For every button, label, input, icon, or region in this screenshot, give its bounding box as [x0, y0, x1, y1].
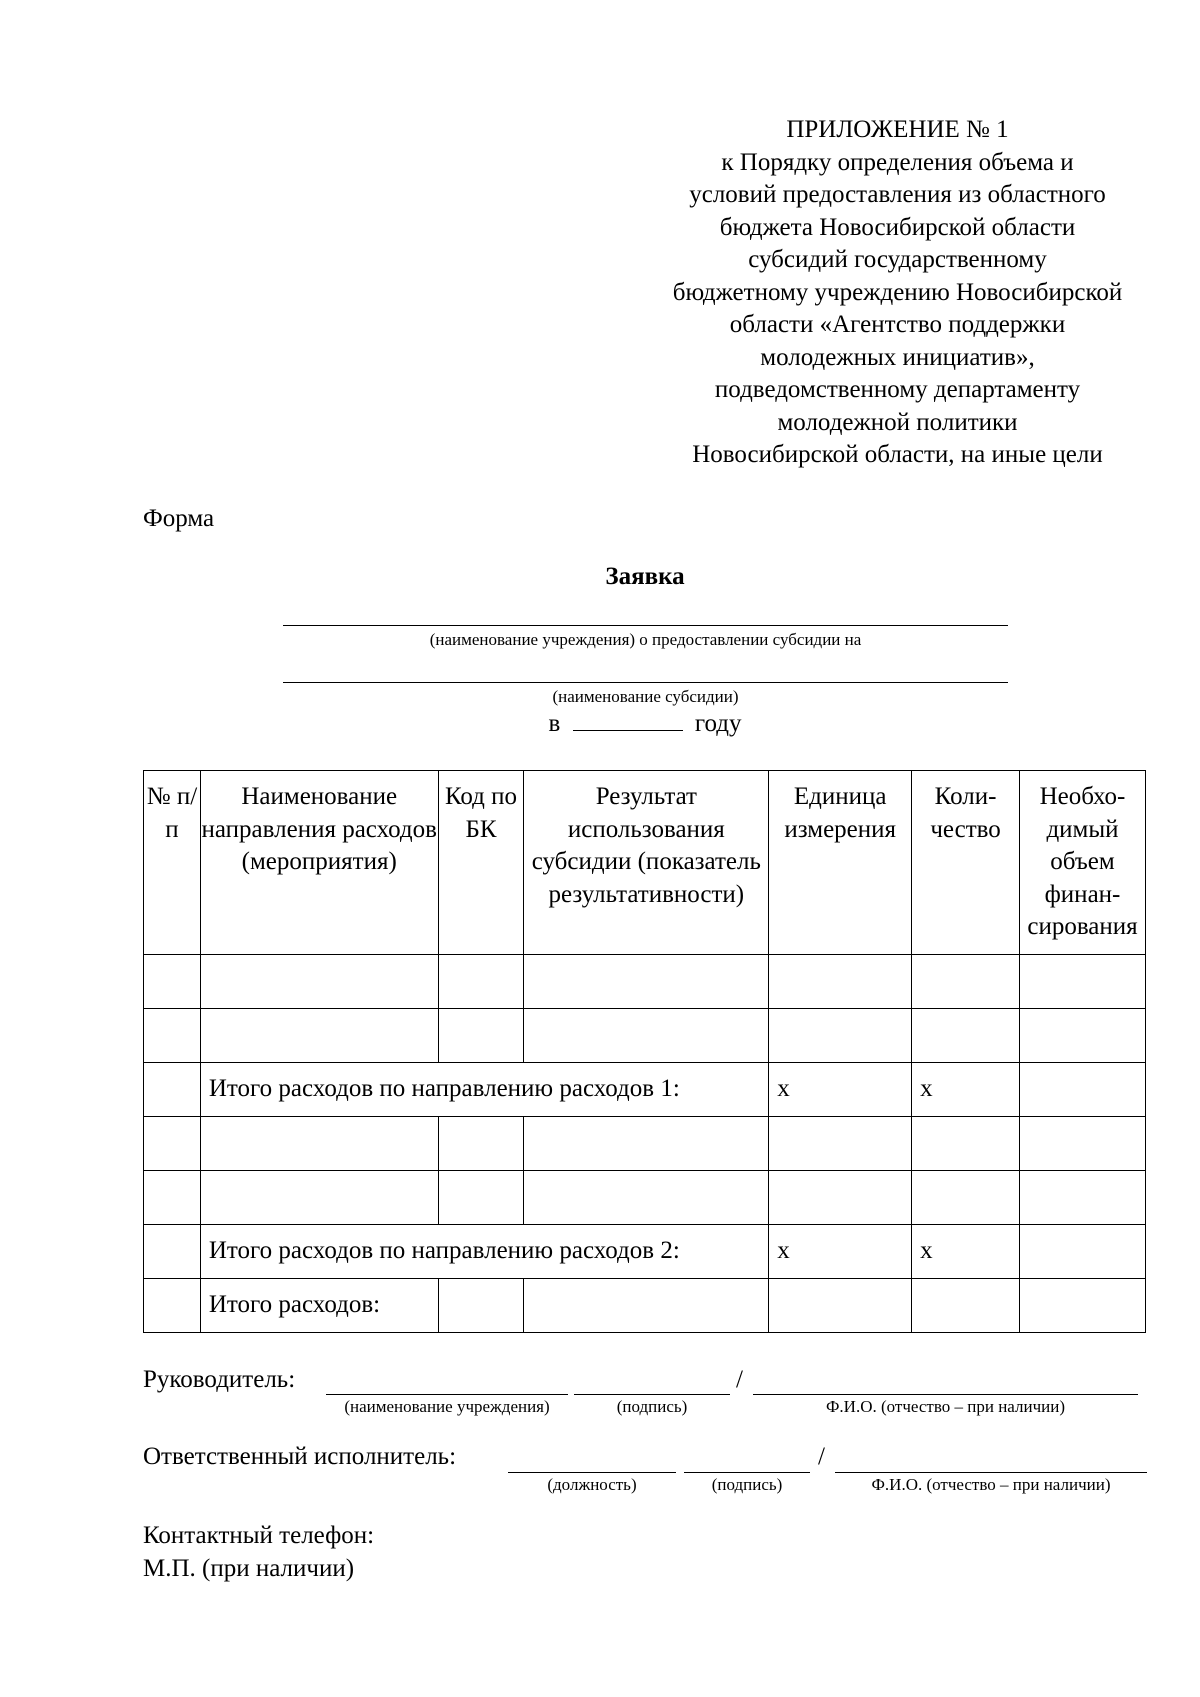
header-cell: Единица измерения: [769, 771, 912, 955]
table-cell[interactable]: [912, 1171, 1020, 1225]
head-caption-name: Ф.И.О. (отчество – при наличии): [826, 1397, 1065, 1416]
table-row: [144, 1009, 1146, 1063]
table-cell[interactable]: [769, 1009, 912, 1063]
header-cell: Результат использования субсидии (показатель результативности): [524, 771, 769, 955]
table-cell[interactable]: [438, 1171, 524, 1225]
header-cell: № п/п: [144, 771, 201, 955]
table-cell[interactable]: [1020, 1009, 1146, 1063]
appendix-line: подведомственному департаменту: [714, 376, 1081, 403]
table-cell[interactable]: [1020, 955, 1146, 1009]
table-cell[interactable]: [769, 1117, 912, 1171]
table-cell[interactable]: [200, 955, 438, 1009]
table-cell[interactable]: [438, 1009, 524, 1063]
table-cell[interactable]: [1020, 1279, 1146, 1333]
head-name-line[interactable]: [753, 1394, 1138, 1395]
table-row: [144, 1117, 1146, 1171]
table-cell[interactable]: [524, 955, 769, 1009]
appendix-line: условий предоставления из областного: [689, 181, 1106, 208]
table-cell[interactable]: [144, 1279, 201, 1333]
table-cell[interactable]: [144, 1171, 201, 1225]
subtotal-qty: х: [912, 1063, 1020, 1117]
table-row: [144, 955, 1146, 1009]
subsidy-caption: (наименование субсидии): [552, 687, 739, 706]
table-cell[interactable]: [438, 1279, 524, 1333]
subtotal-row-1: [144, 1063, 1146, 1117]
institution-blank-line[interactable]: [283, 625, 1008, 626]
subtotal-qty: х: [912, 1225, 1020, 1279]
subtotal-row-2: [144, 1225, 1146, 1279]
year-prefix: в: [548, 710, 561, 737]
executor-caption-name: Ф.И.О. (отчество – при наличии): [871, 1475, 1111, 1494]
total-row: [144, 1279, 1146, 1333]
table-cell[interactable]: [912, 955, 1020, 1009]
table-cell[interactable]: [144, 955, 201, 1009]
table-cell[interactable]: [1020, 1117, 1146, 1171]
subtotal-label: Итого расходов по направлению расходов 1:: [200, 1063, 768, 1117]
table-cell[interactable]: [144, 1117, 201, 1171]
table-cell[interactable]: [200, 1117, 438, 1171]
header-cell: Коли- чество: [912, 771, 1020, 955]
appendix-line: молодежных инициатив»,: [760, 343, 1035, 371]
executor-slash: /: [818, 1443, 825, 1470]
head-slash: /: [736, 1366, 743, 1393]
executor-caption-signature: (подпись): [711, 1475, 783, 1494]
table-cell[interactable]: [524, 1009, 769, 1063]
table-header-row: [144, 771, 1146, 955]
year-suffix: году: [694, 710, 742, 737]
appendix-line: области «Агентство поддержки: [729, 311, 1066, 338]
table-row: [144, 1171, 1146, 1225]
subtotal-unit: х: [769, 1063, 912, 1117]
header-cell: Код по БК: [438, 771, 524, 955]
contact-phone-label: Контактный телефон:: [143, 1522, 375, 1549]
executor-name-line[interactable]: [835, 1472, 1147, 1473]
year-blank[interactable]: [573, 708, 683, 731]
table-cell[interactable]: [144, 1063, 201, 1117]
appendix-line: Новосибирской области, на иные цели: [692, 441, 1103, 468]
table-cell[interactable]: [769, 1279, 912, 1333]
document-title: Заявка: [605, 563, 685, 590]
table-cell[interactable]: [524, 1117, 769, 1171]
head-label: Руководитель:: [143, 1366, 296, 1393]
appendix-line: ПРИЛОЖЕНИЕ № 1: [786, 116, 1009, 143]
table-cell[interactable]: [1020, 1063, 1146, 1117]
table-cell[interactable]: [438, 1117, 524, 1171]
head-institution-line[interactable]: [326, 1394, 568, 1395]
head-caption-institution: (наименование учреждения): [344, 1397, 550, 1416]
subtotal-label: Итого расходов по направлению расходов 2:: [200, 1225, 768, 1279]
table-cell[interactable]: [769, 1171, 912, 1225]
table-cell[interactable]: [912, 1009, 1020, 1063]
table-cell[interactable]: [144, 1009, 201, 1063]
header-cell: Наименование направления расходов (мероприятия): [200, 771, 438, 955]
head-signature-line[interactable]: [574, 1394, 730, 1395]
executor-position-line[interactable]: [508, 1472, 676, 1473]
year-line: [0, 708, 1200, 738]
executor-caption-position: (должность): [547, 1475, 637, 1494]
executor-label: Ответственный исполнитель:: [143, 1443, 457, 1470]
header-cell: Необхо- димый объем финан- сирования: [1020, 771, 1146, 955]
stamp-label: М.П. (при наличии): [143, 1555, 355, 1582]
table-cell[interactable]: [912, 1279, 1020, 1333]
form-label: Форма: [143, 505, 215, 532]
head-caption-signature: (подпись): [616, 1397, 688, 1416]
executor-signature-line[interactable]: [684, 1472, 810, 1473]
table-cell[interactable]: [524, 1279, 769, 1333]
total-label: Итого расходов:: [200, 1279, 438, 1333]
table-cell[interactable]: [200, 1171, 438, 1225]
institution-caption: (наименование учреждения) о предоставлении субсидии на: [429, 630, 862, 649]
subtotal-unit: х: [769, 1225, 912, 1279]
table-cell[interactable]: [438, 955, 524, 1009]
table-cell[interactable]: [769, 955, 912, 1009]
appendix-line: молодежной политики: [777, 408, 1018, 436]
table-cell[interactable]: [144, 1225, 201, 1279]
appendix-line: бюджетному учреждению Новосибирской: [672, 278, 1123, 306]
table-cell[interactable]: [1020, 1171, 1146, 1225]
table-cell[interactable]: [524, 1171, 769, 1225]
request-table: [143, 770, 1146, 1333]
appendix-line: бюджета Новосибирской области: [719, 213, 1076, 241]
table-cell[interactable]: [1020, 1225, 1146, 1279]
appendix-line: субсидий государственному: [748, 246, 1047, 273]
table-cell[interactable]: [912, 1117, 1020, 1171]
appendix-header: [620, 114, 1175, 472]
table-cell[interactable]: [200, 1009, 438, 1063]
subsidy-blank-line[interactable]: [283, 682, 1008, 683]
appendix-line: к Порядку определения объема и: [721, 148, 1074, 176]
